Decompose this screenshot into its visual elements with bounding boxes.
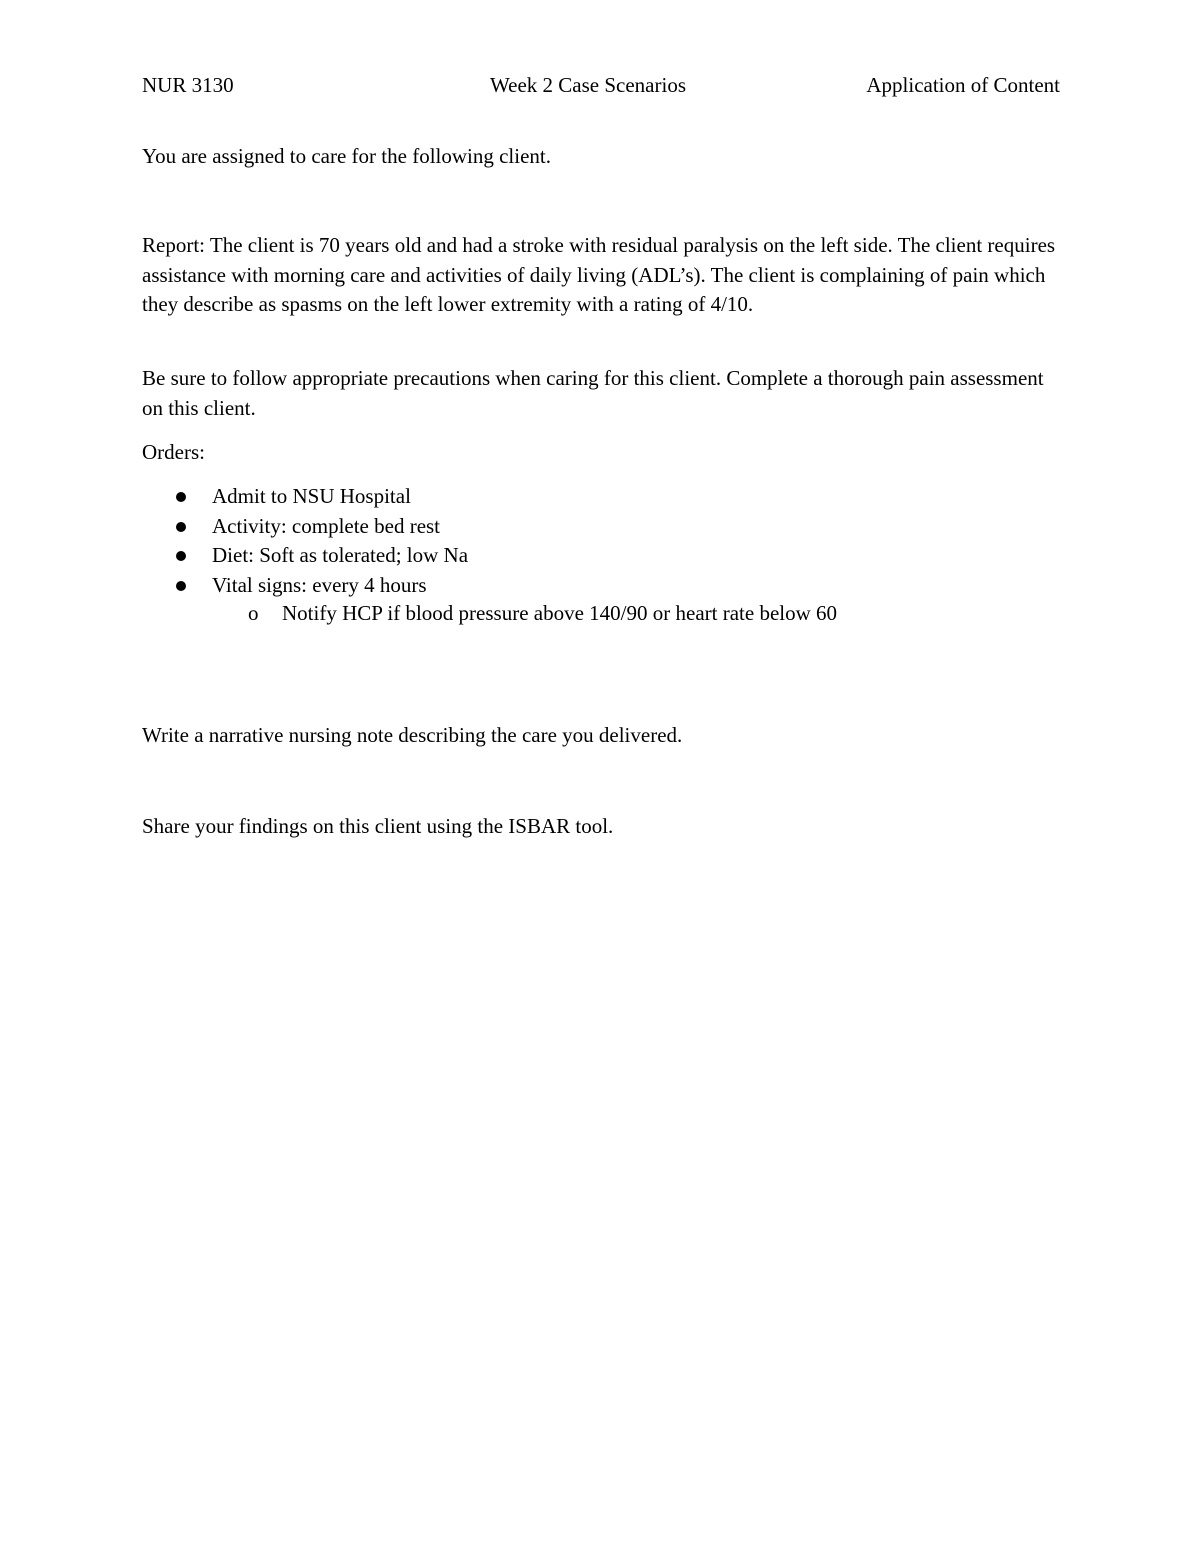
orders-heading: Orders: <box>142 440 205 464</box>
order-item <box>142 512 1042 542</box>
report-paragraph: Report: The client is 70 years old and had a stroke with residual paralysis on the left side. The client requires assistance with morning care and activities of daily living (ADL’s). The client is complaining of pain which they describe as spasms on the left lower extremity with a rating of 4/10. <box>142 233 1056 316</box>
order-item <box>142 571 1042 601</box>
header-title: Week 2 Case Scenarios <box>490 73 686 97</box>
bullet-icon <box>176 522 186 532</box>
bullet-icon <box>176 492 186 502</box>
narrative-prompt: Write a narrative nursing note describing the care you delivered. <box>142 723 683 747</box>
order-item <box>142 482 1042 512</box>
order-item-text: Activity: complete bed rest <box>212 513 441 538</box>
order-item-text: Admit to NSU Hospital <box>212 484 411 508</box>
precautions-paragraph: Be sure to follow appropriate precautions when caring for this client. Complete a thorough pain assessment on this client. <box>142 366 1044 420</box>
header-section: Application of Content <box>866 73 1060 97</box>
page-header <box>142 71 1060 101</box>
bullet-icon <box>176 581 186 591</box>
header-course: NUR 3130 <box>142 73 234 97</box>
intro-paragraph: You are assigned to care for the following client. <box>142 144 552 168</box>
order-item <box>142 541 1042 571</box>
bullet-icon <box>176 551 186 561</box>
orders-list <box>142 482 1042 600</box>
order-sub-item-text: Notify HCP if blood pressure above 140/90 or heart rate below 60 <box>282 601 838 625</box>
order-item-text: Diet: Soft as tolerated; low Na <box>212 543 469 567</box>
order-item-text: Vital signs: every 4 hours <box>212 572 427 597</box>
sub-bullet-marker: o <box>248 601 259 625</box>
isbar-prompt: Share your findings on this client using the ISBAR tool. <box>142 814 614 838</box>
